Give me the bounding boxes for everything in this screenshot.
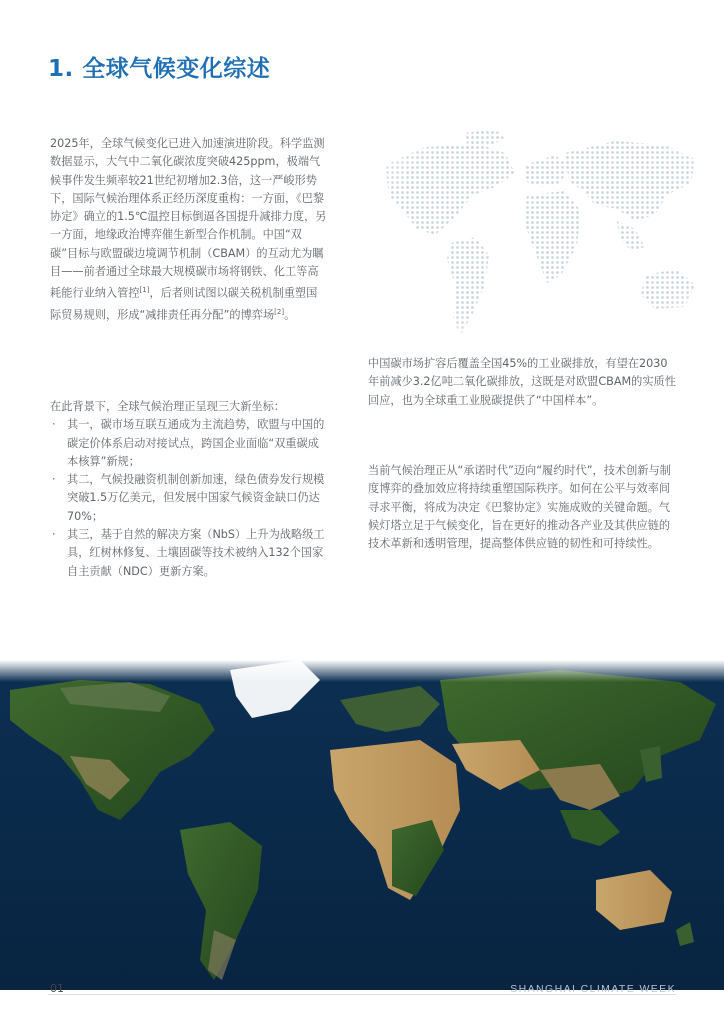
right-paragraph-1: [368, 355, 678, 410]
background-section: [50, 398, 328, 581]
list-item-text: 其二，气候投融资机制创新加速，绿色债券发行规模突破1.5万亿美元，但发展中国家气候资金缺口仍达70%；: [67, 473, 325, 523]
brand-watermark: SHANGHAI CLIMATE WEEK: [510, 983, 676, 995]
intro-text: 2025年，全球气候变化已进入加速演进阶段。科学监测数据显示，大气中二氧化碳浓度突破425ppm，极端气候事件发生频率较21世纪初增加2.3倍，这一严峻形势下，国际气候治理体系正经历深度重构：一方面，《巴黎协定》确立的1.5℃温控目标倒逼各国提升减排力度，另一方面，地缘政治博弈催生新型合作机制。中国“双碳”目标与欧盟碳边境调节机制（CBAM）的互动尤为瞩目——前者通过全球最大规模碳市场将钢铁、化工等高耗能行业纳入管控: [50, 137, 327, 301]
list-item: [50, 526, 328, 581]
intro-tail-text: ，后者则试图以碳关税机制重塑国际贸易规则，形成“减排责任再分配”的博弈场: [50, 287, 318, 323]
list-item: [50, 471, 328, 526]
page-number: 01: [50, 982, 64, 995]
paragraph-text: 中国碳市场扩容后覆盖全国45%的工业碳排放，有望在2030年前减少3.2亿吨二氧化碳排放，这既是对欧盟CBAM的实质性回应，也为全球重工业脱碳提供了“中国样本”。: [368, 357, 676, 407]
reference-1[interactable]: [1]: [139, 286, 150, 295]
intro-paragraph: [50, 135, 328, 325]
right-paragraph-2: [368, 462, 678, 553]
list-item-text: 其三，基于自然的解决方案（NbS）上升为战略级工具，红树林修复、土壤固碳等技术被纳入132个国家自主贡献（NDC）更新方案。: [67, 528, 325, 578]
bullet-icon: ·: [52, 473, 56, 487]
satellite-world-map-icon: [0, 660, 724, 990]
reference-2[interactable]: [2]: [274, 308, 285, 317]
bullet-icon: ·: [52, 418, 56, 432]
background-heading: 在此背景下，全球气候治理正呈现三大新坐标：: [50, 400, 285, 413]
list-item-text: 其一，碳市场互联互通成为主流趋势，欧盟与中国的碳定价体系启动对接试点，跨国企业面临“双重碳成本核算”新规；: [67, 418, 325, 468]
list-item: [50, 416, 328, 471]
intro-end: 。: [284, 309, 296, 323]
page-title: 1. 全球气候变化综述: [48, 56, 271, 82]
trend-list: [50, 416, 328, 581]
bullet-icon: ·: [52, 528, 56, 542]
dotted-world-map-icon: [355, 125, 710, 350]
paragraph-text: 当前气候治理正从“承诺时代”迈向“履约时代”，技术创新与制度博弈的叠加效应将持续重塑国际秩序。如何在公平与效率间寻求平衡，将成为决定《巴黎协定》实施成败的关键命题。气候灯塔立足于气候变化，旨在更好的推动各产业及其供应链的技术革新和透明管理，提高整体供应链的韧性和可持续性。: [368, 464, 671, 551]
